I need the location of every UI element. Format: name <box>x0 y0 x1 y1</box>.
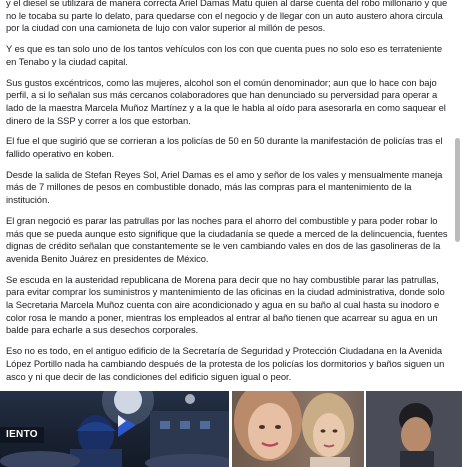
scrollbar-thumb[interactable] <box>455 138 460 242</box>
post-paragraph: Sus gustos excéntricos, como las mujeres, alcohol son el común denominador; aun que lo hace con bajo perfil, a si lo señalan sus más cercanos colaboradores que han denunciado su perversidad para operar a lado de la maestra Marcela Muñoz Martínez y a la que le habla al oído para asesorarla en como saquear el dinero de la SSP y correr a los que estorban. <box>6 76 446 126</box>
post-paragraph: y el diesel se utilizara de manera correcta Ariel Damas Matu quien al darse cuenta del robo millonario y que no le tocaba su parte lo delato, para quedarse con el negocio y de llegar con un auto austero ahora circula por la ciudad con una camioneta de lujo con valor superior al millón de pesos. <box>6 0 448 34</box>
photo-grid <box>0 391 462 467</box>
post-paragraph: Desde la salida de Stefan Reyes Sol, Ariel Damas es el amo y señor de los vales y mensualmente maneja más de 7 millones de pesos en combustible donado, más las compras para el mantenimiento de la institución. <box>6 168 443 206</box>
post-paragraph: El fue el que sugirió que se corrieran a los policías de 50 en 50 durante la manifestación de policías tras el fallido operativo en koben. <box>6 135 443 160</box>
photo-caption: IENTO <box>0 427 44 443</box>
post-paragraph: Eso no es todo, en el antiguo edificio de la Secretaría de Seguridad y Protección Ciudadana en la Avenida López Portillo nada ha cambiando después de la protesta de los policías los dormitorios y baños siguen un asco y ni que decir de las condiciones del edificio siguen igual o peor. <box>6 345 445 382</box>
photo-portraits-scene <box>232 391 462 467</box>
photo-portraits[interactable] <box>232 391 462 467</box>
post-body <box>6 0 450 391</box>
post-paragraph: El gran negoció es parar las patrullas por las noches para el ahorro del combustible y para poder robar lo más que se pueda aunque esto signifique que la ciudadanía se quede a merced de la delincuencia, fuentes dignas de crédito señalan que constantemente se le ven cambiando vales en dos de las gasolineras de la avenida Benito Juárez en presidentes de México. <box>6 214 448 264</box>
photo-news-video[interactable] <box>0 391 229 467</box>
post-scrollbar[interactable] <box>452 0 462 392</box>
post-paragraph: Y es que es tan solo uno de los tantos vehículos con los con que cuenta pues no solo eso es terrateniente en Tenabo y la ciudad capital. <box>6 43 443 67</box>
post-paragraph: Se escuda en la austeridad republicana de Morena para decir que no hay combustible parar las patrullas, para evitar comprar los suministros y mantenimiento de las oficinas en la ciudad administrativa, donde solo la Secretaria Marcela Muñoz cuenta con aire acondicionado y agua en su baño al cual hasta su inodoro e color rosa le mando a poner, mientras los empleados al entrar al baño tienen que acarrear su agua en un balde para echarle a sus desechos corporales. <box>6 273 445 336</box>
